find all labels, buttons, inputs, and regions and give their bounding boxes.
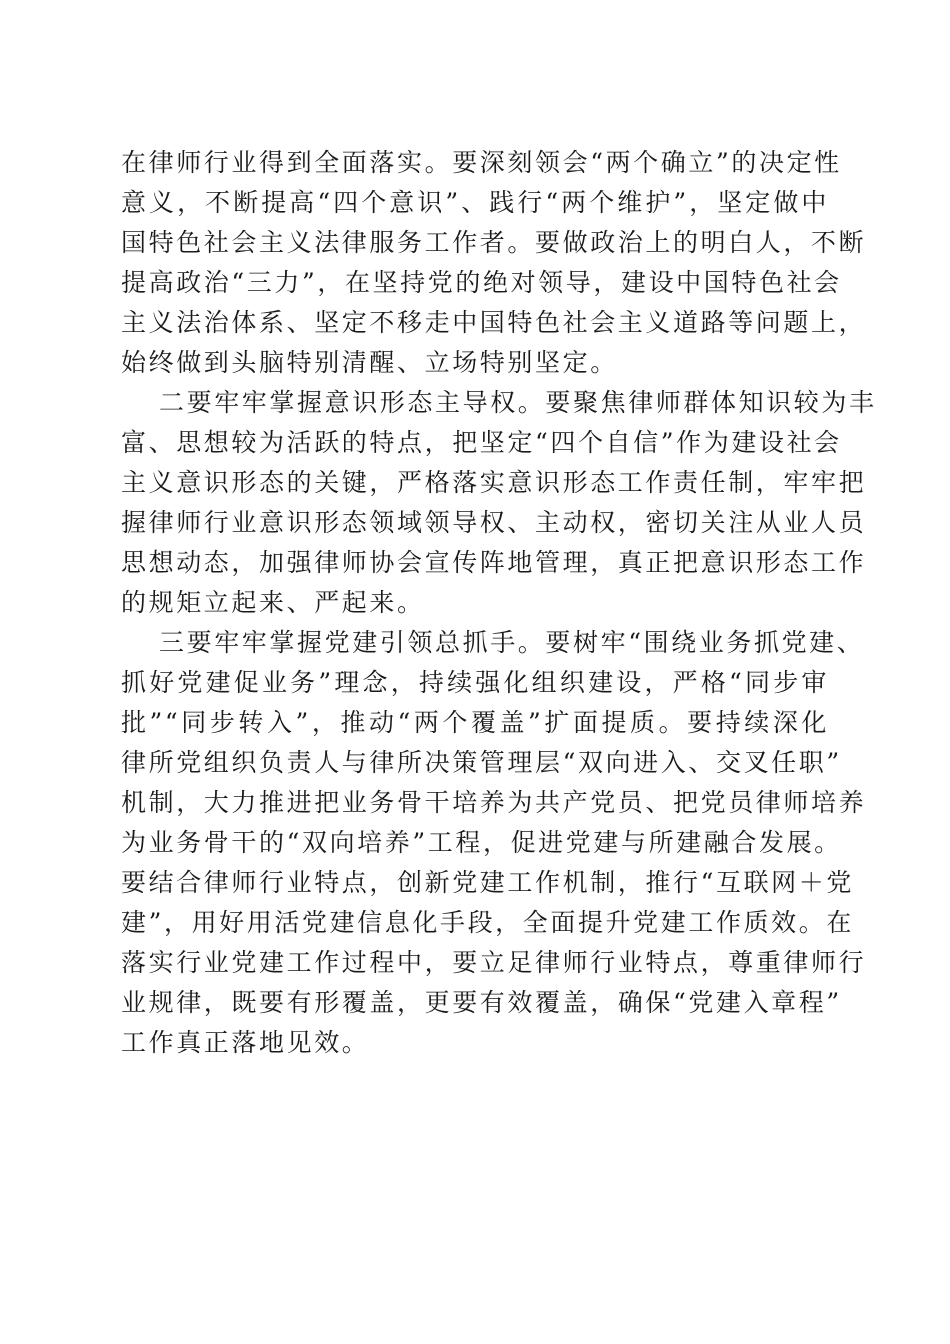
paragraph-line: 建”，用好用活党建信息化手段，全面提升党建工作质效。在 [121, 908, 854, 937]
paragraph-line: 提高政治“三力”，在坚持党的绝对领导，建设中国特色社会 [121, 268, 842, 297]
paragraph-line: 三要牢牢掌握党建引领总抓手。要树牢“围绕业务抓党建、 [159, 628, 865, 657]
paragraph-line: 意义，不断提高“四个意识”、践行“两个维护”，坚定做中 [121, 188, 829, 217]
paragraph-line: 二要牢牢掌握意识形态主导权。要聚焦律师群体知识较为丰 [159, 388, 877, 417]
paragraph-3 [121, 623, 867, 1063]
paragraph-line: 要结合律师行业特点，创新党建工作机制，推行“互联网＋党 [121, 868, 854, 897]
paragraph-line: 律所党组织负责人与律所决策管理层“双向进入、交叉任职” [121, 748, 842, 777]
paragraph-line: 落实行业党建工作过程中，要立足律师行业特点，尊重律师行 [121, 948, 867, 977]
paragraph-line: 机制，大力推进把业务骨干培养为共产党员、把党员律师培养 [121, 788, 867, 817]
paragraph-1 [121, 143, 867, 383]
paragraph-line: 富、思想较为活跃的特点，把坚定“四个自信”作为建设社会 [121, 428, 842, 457]
paragraph-line: 握律师行业意识形态领域领导权、主动权，密切关注从业人员 [121, 508, 867, 537]
document-body [121, 143, 877, 1063]
paragraph-line: 思想动态，加强律师协会宣传阵地管理，真正把意识形态工作 [121, 548, 867, 577]
paragraph-line: 批”“同步转入”，推动“两个覆盖”扩面提质。要持续深化 [121, 708, 829, 737]
paragraph-line: 主义意识形态的关键，严格落实意识形态工作责任制，牢牢把 [121, 468, 867, 497]
paragraph-line: 始终做到头脑特别清醒、立场特别坚定。 [121, 348, 618, 377]
paragraph-line: 主义法治体系、坚定不移走中国特色社会主义道路等问题上， [121, 308, 867, 337]
paragraph-line: 工作真正落地见效。 [121, 1028, 370, 1057]
paragraph-line: 业规律，既要有形覆盖，更要有效覆盖，确保“党建入章程” [121, 988, 842, 1017]
paragraph-line: 为业务骨干的“双向培养”工程，促进党建与所建融合发展。 [121, 828, 842, 857]
paragraph-line: 的规矩立起来、严起来。 [121, 588, 425, 617]
paragraph-2 [121, 383, 877, 623]
paragraph-line: 抓好党建促业务”理念，持续强化组织建设，严格“同步审 [121, 668, 829, 697]
paragraph-line: 在律师行业得到全面落实。要深刻领会“两个确立”的决定性 [121, 148, 842, 177]
paragraph-line: 国特色社会主义法律服务工作者。要做政治上的明白人，不断 [121, 228, 867, 257]
